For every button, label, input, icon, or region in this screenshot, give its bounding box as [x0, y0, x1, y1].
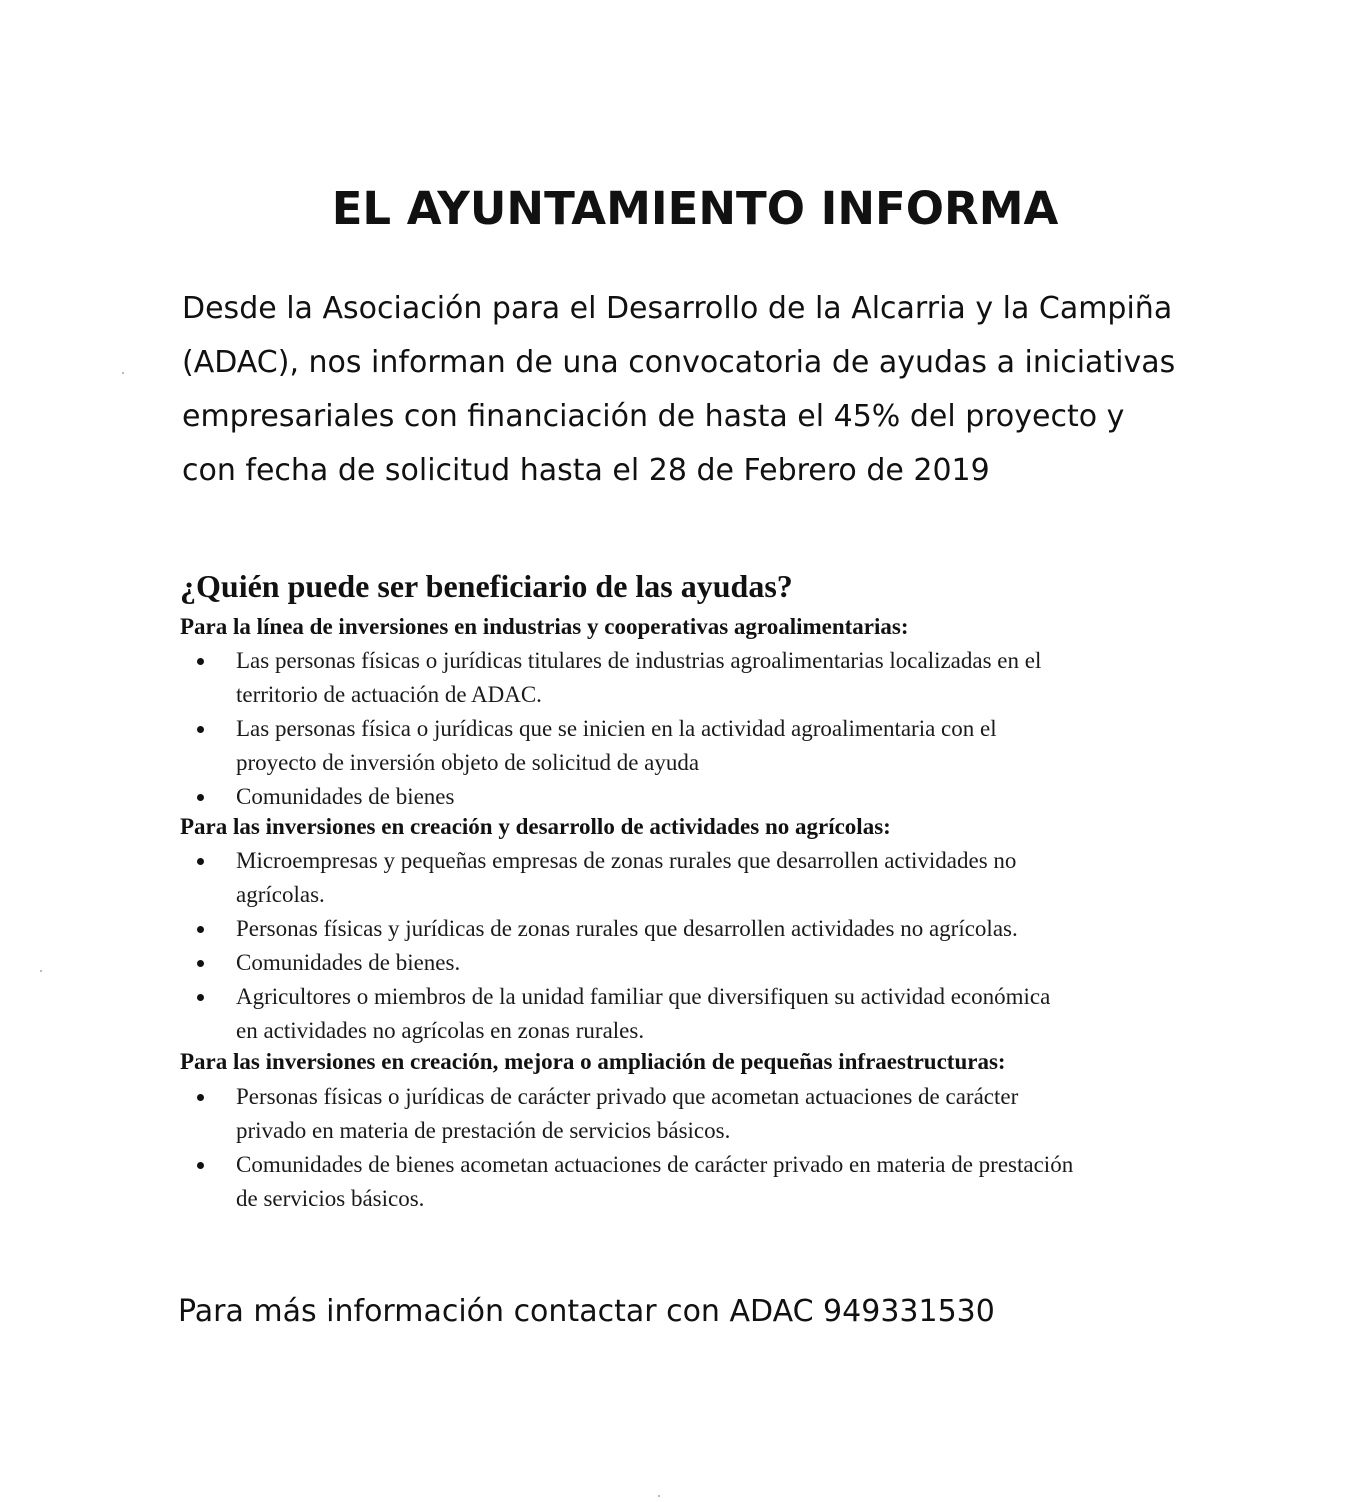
list-item-text: Personas físicas y jurídicas de zonas rurales que desarrollen actividades no agrícolas.	[236, 916, 1018, 941]
list-item-text: agrícolas.	[236, 882, 325, 907]
list-item	[0, 912, 1236, 946]
intro-line: Desde la Asociación para el Desarrollo de la Alcarria y la Campiña	[182, 291, 1173, 326]
list-item	[0, 644, 1236, 712]
bullet-icon	[197, 926, 204, 933]
list-item-text: Microempresas y pequeñas empresas de zonas rurales que desarrollen actividades no	[236, 848, 1017, 873]
intro-line: con fecha de solicitud hasta el 28 de Febrero de 2019	[182, 453, 990, 488]
scan-speck	[40, 970, 42, 972]
list-item-text: en actividades no agrícolas en zonas rurales.	[236, 1018, 645, 1043]
list-item-text: privado en materia de prestación de servicios básicos.	[236, 1118, 731, 1143]
page-title: EL AYUNTAMIENTO INFORMA	[331, 182, 1059, 235]
scan-speck	[658, 1495, 660, 1497]
list-item	[0, 946, 1236, 980]
bullet-icon	[197, 726, 204, 733]
list-item	[0, 844, 1236, 912]
bullet-icon	[197, 1162, 204, 1169]
bullet-list	[0, 844, 1236, 1048]
bullet-icon	[197, 1094, 204, 1101]
intro-line: (ADAC), nos informan de una convocatoria de ayudas a iniciativas	[182, 345, 1176, 380]
list-item-text: territorio de actuación de ADAC.	[236, 682, 542, 707]
list-item	[0, 780, 1236, 814]
bullet-icon	[197, 858, 204, 865]
section-heading: Para las inversiones en creación y desarrollo de actividades no agrícolas:	[180, 814, 891, 839]
list-item-text: Comunidades de bienes	[236, 784, 455, 809]
bullet-icon	[197, 794, 204, 801]
list-item-text: Comunidades de bienes acometan actuaciones de carácter privado en materia de prestación	[236, 1152, 1074, 1177]
scan-speck	[122, 372, 124, 374]
bullet-list	[0, 644, 1236, 814]
bullet-icon	[197, 960, 204, 967]
section-heading: Para la línea de inversiones en industrias y cooperativas agroalimentarias:	[180, 614, 909, 639]
list-item-text: Agricultores o miembros de la unidad familiar que diversifiquen su actividad económica	[236, 984, 1051, 1009]
beneficiary-question: ¿Quién puede ser beneficiario de las ayudas?	[180, 568, 793, 604]
list-item-text: de servicios básicos.	[236, 1186, 425, 1211]
bullet-icon	[197, 994, 204, 1001]
list-item-text: Comunidades de bienes.	[236, 950, 461, 975]
contact-line: Para más información contactar con ADAC 949331530	[178, 1294, 995, 1329]
list-item	[0, 980, 1236, 1048]
intro-paragraph	[182, 282, 1242, 498]
list-item	[0, 712, 1236, 780]
list-item	[0, 1148, 1236, 1216]
bullet-list	[0, 1080, 1236, 1216]
section-heading: Para las inversiones en creación, mejora o ampliación de pequeñas infraestructuras:	[180, 1049, 1006, 1074]
list-item-text: Las personas física o jurídicas que se inicien en la actividad agroalimentaria con el	[236, 716, 997, 741]
list-item-text: Personas físicas o jurídicas de carácter privado que acometan actuaciones de carácter	[236, 1084, 1019, 1109]
list-item-text: proyecto de inversión objeto de solicitud de ayuda	[236, 750, 700, 775]
intro-line: empresariales con financiación de hasta el 45% del proyecto y	[182, 399, 1125, 434]
list-item-text: Las personas físicas o jurídicas titulares de industrias agroalimentarias localizadas en el	[236, 648, 1042, 673]
list-item	[0, 1080, 1236, 1148]
bullet-icon	[197, 658, 204, 665]
